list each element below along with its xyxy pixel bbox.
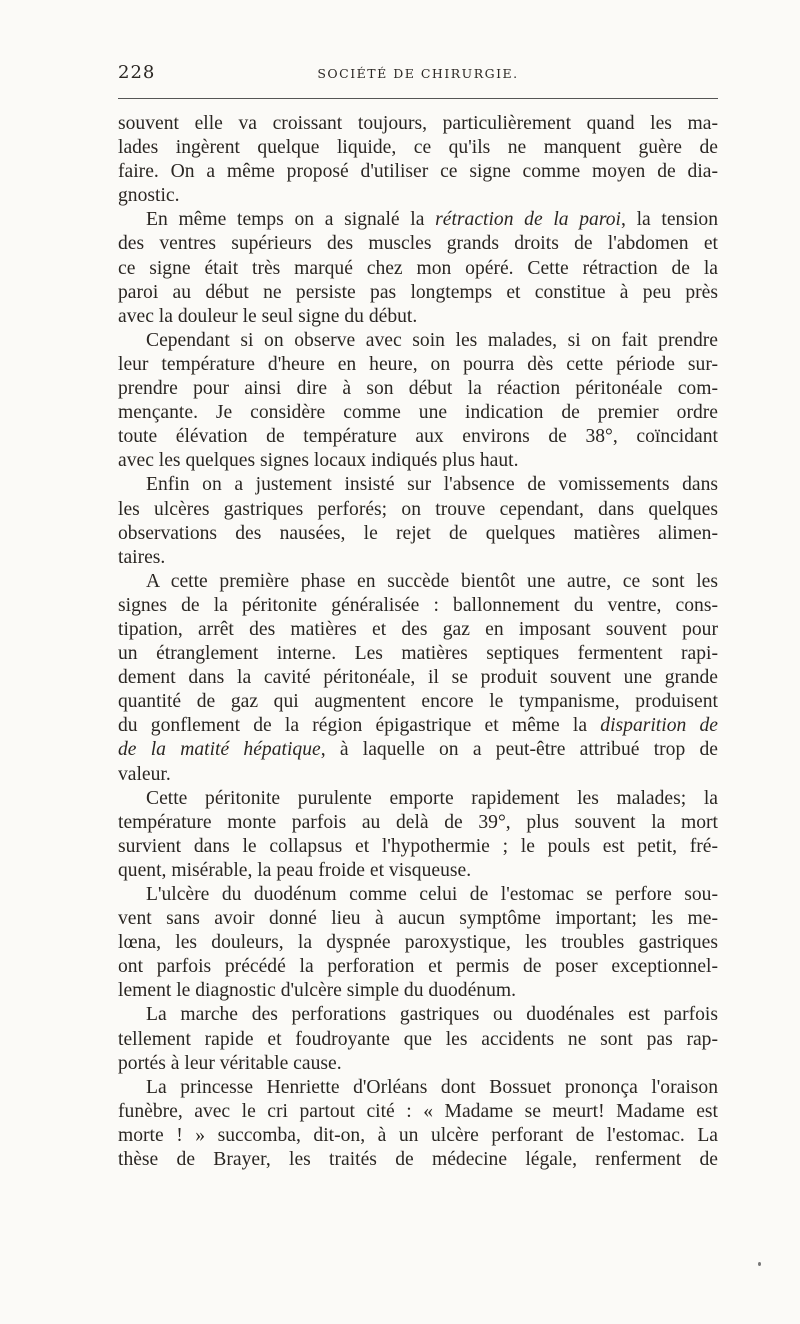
text-segment: En même temps on a signalé la xyxy=(146,209,436,231)
text-line: leur température d'heure en heure, on pourra dès cette période sur- xyxy=(118,353,718,375)
text-line: funèbre, avec le cri partout cité : « Madame se meurt! Madame est xyxy=(118,1100,718,1122)
text-line: Cette péritonite purulente emporte rapidement les malades; la xyxy=(146,787,718,809)
text-line xyxy=(118,714,718,738)
text-line: La princesse Henriette d'Orléans dont Bossuet prononça l'oraison xyxy=(146,1076,718,1098)
paragraph xyxy=(118,329,718,474)
paragraph xyxy=(118,473,718,569)
text-line: prendre pour ainsi dire à son début la réaction péritonéale com- xyxy=(118,378,718,400)
text-line xyxy=(118,208,718,232)
text-line: observations des nausées, le rejet de quelques matières alimen- xyxy=(118,522,718,544)
text-line: ont parfois précédé la perforation et permis de poser exceptionnel- xyxy=(118,956,718,978)
text-line: toute élévation de température aux environs de 38°, coïncidant xyxy=(118,426,718,448)
text-line: vent sans avoir donné lieu à aucun symptôme important; les me- xyxy=(118,908,718,930)
paragraph xyxy=(118,1076,718,1172)
page-number: 228 xyxy=(118,62,156,83)
text-line: valeur. xyxy=(118,763,171,785)
text-line: température monte parfois au delà de 39°, plus souvent la mort xyxy=(118,811,718,833)
paragraph xyxy=(118,112,718,208)
text-line: morte ! » succomba, dit-on, à un ulcère perforant de l'estomac. La xyxy=(118,1124,718,1146)
text-line: portés à leur véritable cause. xyxy=(118,1052,342,1074)
text-segment: , la tension xyxy=(621,209,718,231)
text-line: Cependant si on observe avec soin les malades, si on fait prendre xyxy=(146,329,718,351)
text-segment: , à laquelle on a peut-être attribué trop de xyxy=(320,739,719,761)
text-line: Enfin on a justement insisté sur l'absence de vomissements dans xyxy=(146,474,718,496)
text-line: paroi au début ne persiste pas longtemps et constitue à peu près xyxy=(118,281,718,303)
italic-emphasis: disparition de xyxy=(600,715,718,737)
text-line xyxy=(118,738,718,762)
text-line: tellement rapide et foudroyante que les accidents ne sont pas rap- xyxy=(118,1028,718,1050)
text-line: thèse de Brayer, les traités de médecine légale, renferment de xyxy=(118,1149,718,1171)
text-line: lades ingèrent quelque liquide, ce qu'ils ne manquent guère de xyxy=(118,137,718,159)
text-line: gnostic. xyxy=(118,185,180,207)
text-line: lœna, les douleurs, la dyspnée paroxystique, les troubles gastriques xyxy=(118,932,718,954)
text-line: quantité de gaz qui augmentent encore le tympanisme, produisent xyxy=(118,691,718,713)
italic-emphasis: rétraction de la paroi xyxy=(435,209,621,231)
paragraph xyxy=(118,1003,718,1075)
text-line: A cette première phase en succède bientôt une autre, ce sont les xyxy=(146,570,718,592)
text-line: L'ulcère du duodénum comme celui de l'estomac se perfore sou- xyxy=(146,884,718,905)
page-header xyxy=(118,62,718,88)
paragraph xyxy=(118,787,718,883)
text-line: taires. xyxy=(118,546,166,568)
text-line: ce signe était très marqué chez mon opéré. Cette rétraction de la xyxy=(118,257,718,279)
paragraph xyxy=(118,570,718,787)
text-line: des ventres supérieurs des muscles grands droits de l'abdomen et xyxy=(118,233,718,255)
text-line: dement dans la cavité péritonéale, il se produit souvent une grande xyxy=(118,667,718,689)
text-line: signes de la péritonite généralisée : ballonnement du ventre, cons- xyxy=(118,594,718,616)
header-rule xyxy=(118,98,718,99)
text-line: avec la douleur le seul signe du début. xyxy=(118,305,418,327)
text-line: tipation, arrêt des matières et des gaz en imposant souvent pour xyxy=(118,618,718,640)
body-text xyxy=(118,112,718,1172)
text-line: avec les quelques signes locaux indiqués plus haut. xyxy=(118,450,519,472)
text-line: quent, misérable, la peau froide et visqueuse. xyxy=(118,859,472,881)
running-head: SOCIÉTÉ DE CHIRURGIE. xyxy=(317,66,519,81)
text-line: souvent elle va croissant toujours, particulièrement quand les ma- xyxy=(118,113,718,134)
text-line: La marche des perforations gastriques ou duodénales est parfois xyxy=(146,1004,718,1026)
text-line: un étranglement interne. Les matières septiques fermentent rapi- xyxy=(118,643,718,665)
text-segment: du gonflement de la région épigastrique et même la xyxy=(118,715,601,737)
italic-emphasis: de la matité hépatique xyxy=(118,739,321,761)
text-line: les ulcères gastriques perforés; on trouve cependant, dans quelques xyxy=(118,498,718,520)
text-line: faire. On a même proposé d'utiliser ce signe comme moyen de dia- xyxy=(118,161,718,183)
text-line: survient dans le collapsus et l'hypothermie ; le pouls est petit, fré- xyxy=(118,835,718,857)
paragraph xyxy=(118,883,718,1003)
text-line: lement le diagnostic d'ulcère simple du duodénum. xyxy=(118,980,517,1002)
paper-speck xyxy=(758,1262,761,1266)
paragraph xyxy=(118,208,718,328)
text-line: mençante. Je considère comme une indication de premier ordre xyxy=(118,402,718,424)
